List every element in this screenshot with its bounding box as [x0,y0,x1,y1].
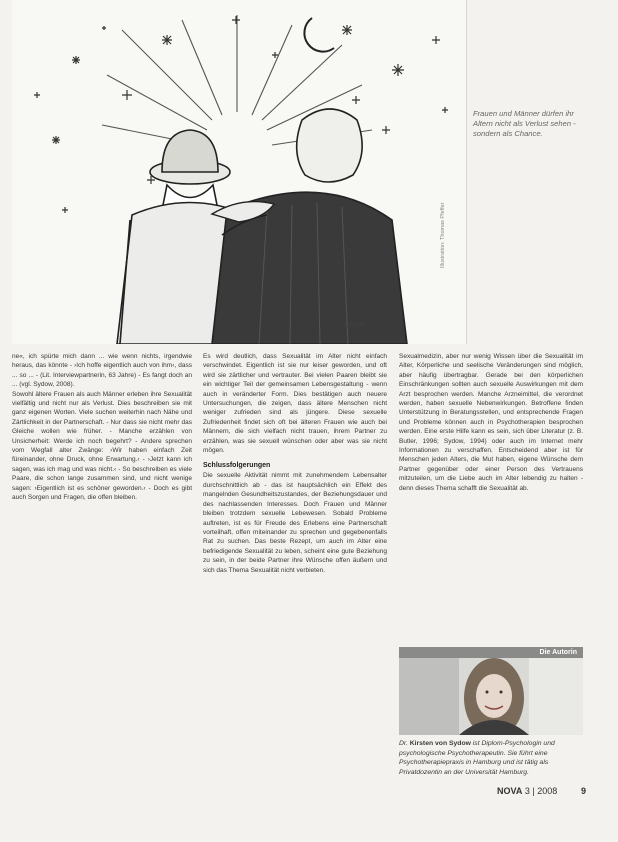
image-credit: Illustration: Thomas Pfeffer [440,202,446,268]
column1-paragraph-1: ne«, ich spürte mich dann ... wie wenn nichts, irgendwie heraus, das könnte - ›Ich hoffe eigentlich auch von ihm‹, dass ... so ... - (Lit. Interviewpartnerin, 63 Jahre) - Es fangt doch an ... (vgl. Sydow, 2008). [12,353,192,389]
text-column-1 [12,352,192,503]
cover-illustration [12,0,467,344]
image-caption: Frauen und Männer dürfen ihr Altern nicht als Verlust sehen - sondern als Chance. [473,109,576,138]
author-bio-prefix: Dr. [399,740,410,747]
author-name: Kirsten von Sydow [409,740,471,747]
author-box [399,647,583,735]
column1-paragraph-2: Sowohl ältere Frauen als auch Männer erleben ihre Sexualität vielfältig und nicht nur als Verlust. Dies beschreiben sie mit ganz eigenen Worten. Viele suchen weiterhin nach Nähe und Zärtlichkeit in der Partnerschaft. - Nur dass sie nicht mehr das Gleiche wollen wie früher. - Manche erzählen von Unsicherheit: Werde ich noch begehrt? - Andere sprechen vom Wegfall alter Zwänge: ›Wir haben einfach Zeit füreinander, ohne Druck, ohne Erwartung.‹ - ›Jetzt kann ich sagen, was ich mag und was nicht.‹ - So beschreiben es viele Paare, die schon lange zusammen sind, und nicht wenige sagen: ›Eigentlich ist es schöner geworden.‹ - Doch es gibt auch Sorgen und Fragen, die offen bleiben. [12,390,192,502]
author-photo [399,658,583,735]
text-column-2 [203,352,387,575]
author-bio-text: ist Diplom-Psychologin und psychologische Psychotherapeutin. Sie führt eine Psychotherapiepraxis in Hamburg und ist tätig als Privatdozentin an der Universität Hamburg. [399,740,555,776]
magazine-name: NOVA [497,786,523,796]
author-box-heading: Die Autorin [399,647,583,658]
illustration-signature: NOVA [344,323,365,329]
column2-paragraph-2: Die sexuelle Aktivität nimmt mit zunehmendem Lebensalter durchschnittlich ab - das ist hauptsächlich ein Effekt des mangelnden Gesundheitszustandes, der Beziehungsdauer und des nachlassenden Interesses. Doch Frauen und Männer bleiben trotzdem sexuelle Lebewesen. Sobald Probleme auftreten, ist es für Freude des Erlebens eine Partnerschaft vorteilhaft, offen miteinander zu sprechen und gegebenenfalls Rat zu suchen. Das beste Rezept, um auch im Alter eine befriedigende Sexualität zu leben, scheint eine gute Beziehung zu sein, in der beide Partner ihre Wünsche offen äußern und sich das Thema Sexualität nicht verbieten. [203,472,387,574]
page-number: 9 [581,786,587,796]
text-column-3 [399,352,583,493]
section-heading-conclusions: Schlussfolgerungen [203,462,271,470]
author-bio [399,739,583,777]
column3-paragraph-1: Sexualmedizin, aber nur wenig Wissen über die Sexualität im Alter, Körperliche und seelische Veränderungen sind möglich, aber häufig übertragbar. Gerade bei den körperlichen Einschränkungen sollten auch sexuelle Auswirkungen mit dem Arzt besprochen werden. Manche Arzneimittel, die verordnet werden, haben sexuelle Nebenwirkungen. Betroffene finden Unterstützung in Beratungsstellen, und entsprechende Fragen und Probleme können auch in Psychotherapien besprochen werden. Eine erste Hilfe kann es sein, sich über Literatur (z. B. Butler, 1996; Sydow, 1994) oder auch im Internet mehr Informationen zu verschaffen. Entscheidend aber ist für Menschen jeden Alters, die Mut haben, eigene Wünsche dem Partner gegenüber oder einer Person des Vertrauens mitzuteilen, um die Liebe auch im Alter lebendig zu halten - denn dieses Thema schafft die Sexualität ab. [399,353,583,492]
column2-paragraph-1: Es wird deutlich, dass Sexualität im Alter nicht einfach verschwindet. Eigentlich ist sie nur leiser geworden, und oft wird sie zärtlicher und vertrauter. Bei vielen Paaren bleibt sie ein wichtiger Teil der gemeinsamen Lebensgestaltung - wenn auch in veränderter Form. Dies bestätigen auch neuere Untersuchungen, die zeigen, dass ältere Menschen nicht weniger zufrieden sind als jüngere. Diese sexuelle Zufriedenheit findet sich oft bei älteren Frauen wie auch bei Männern, die sich vielfach nicht trauen, ihrem Partner zu erzählen, was sie sexuell wünschen oder aber was sie nicht mögen. [203,353,387,455]
page-footer [497,786,557,796]
issue-number: 3 | 2008 [524,786,558,796]
